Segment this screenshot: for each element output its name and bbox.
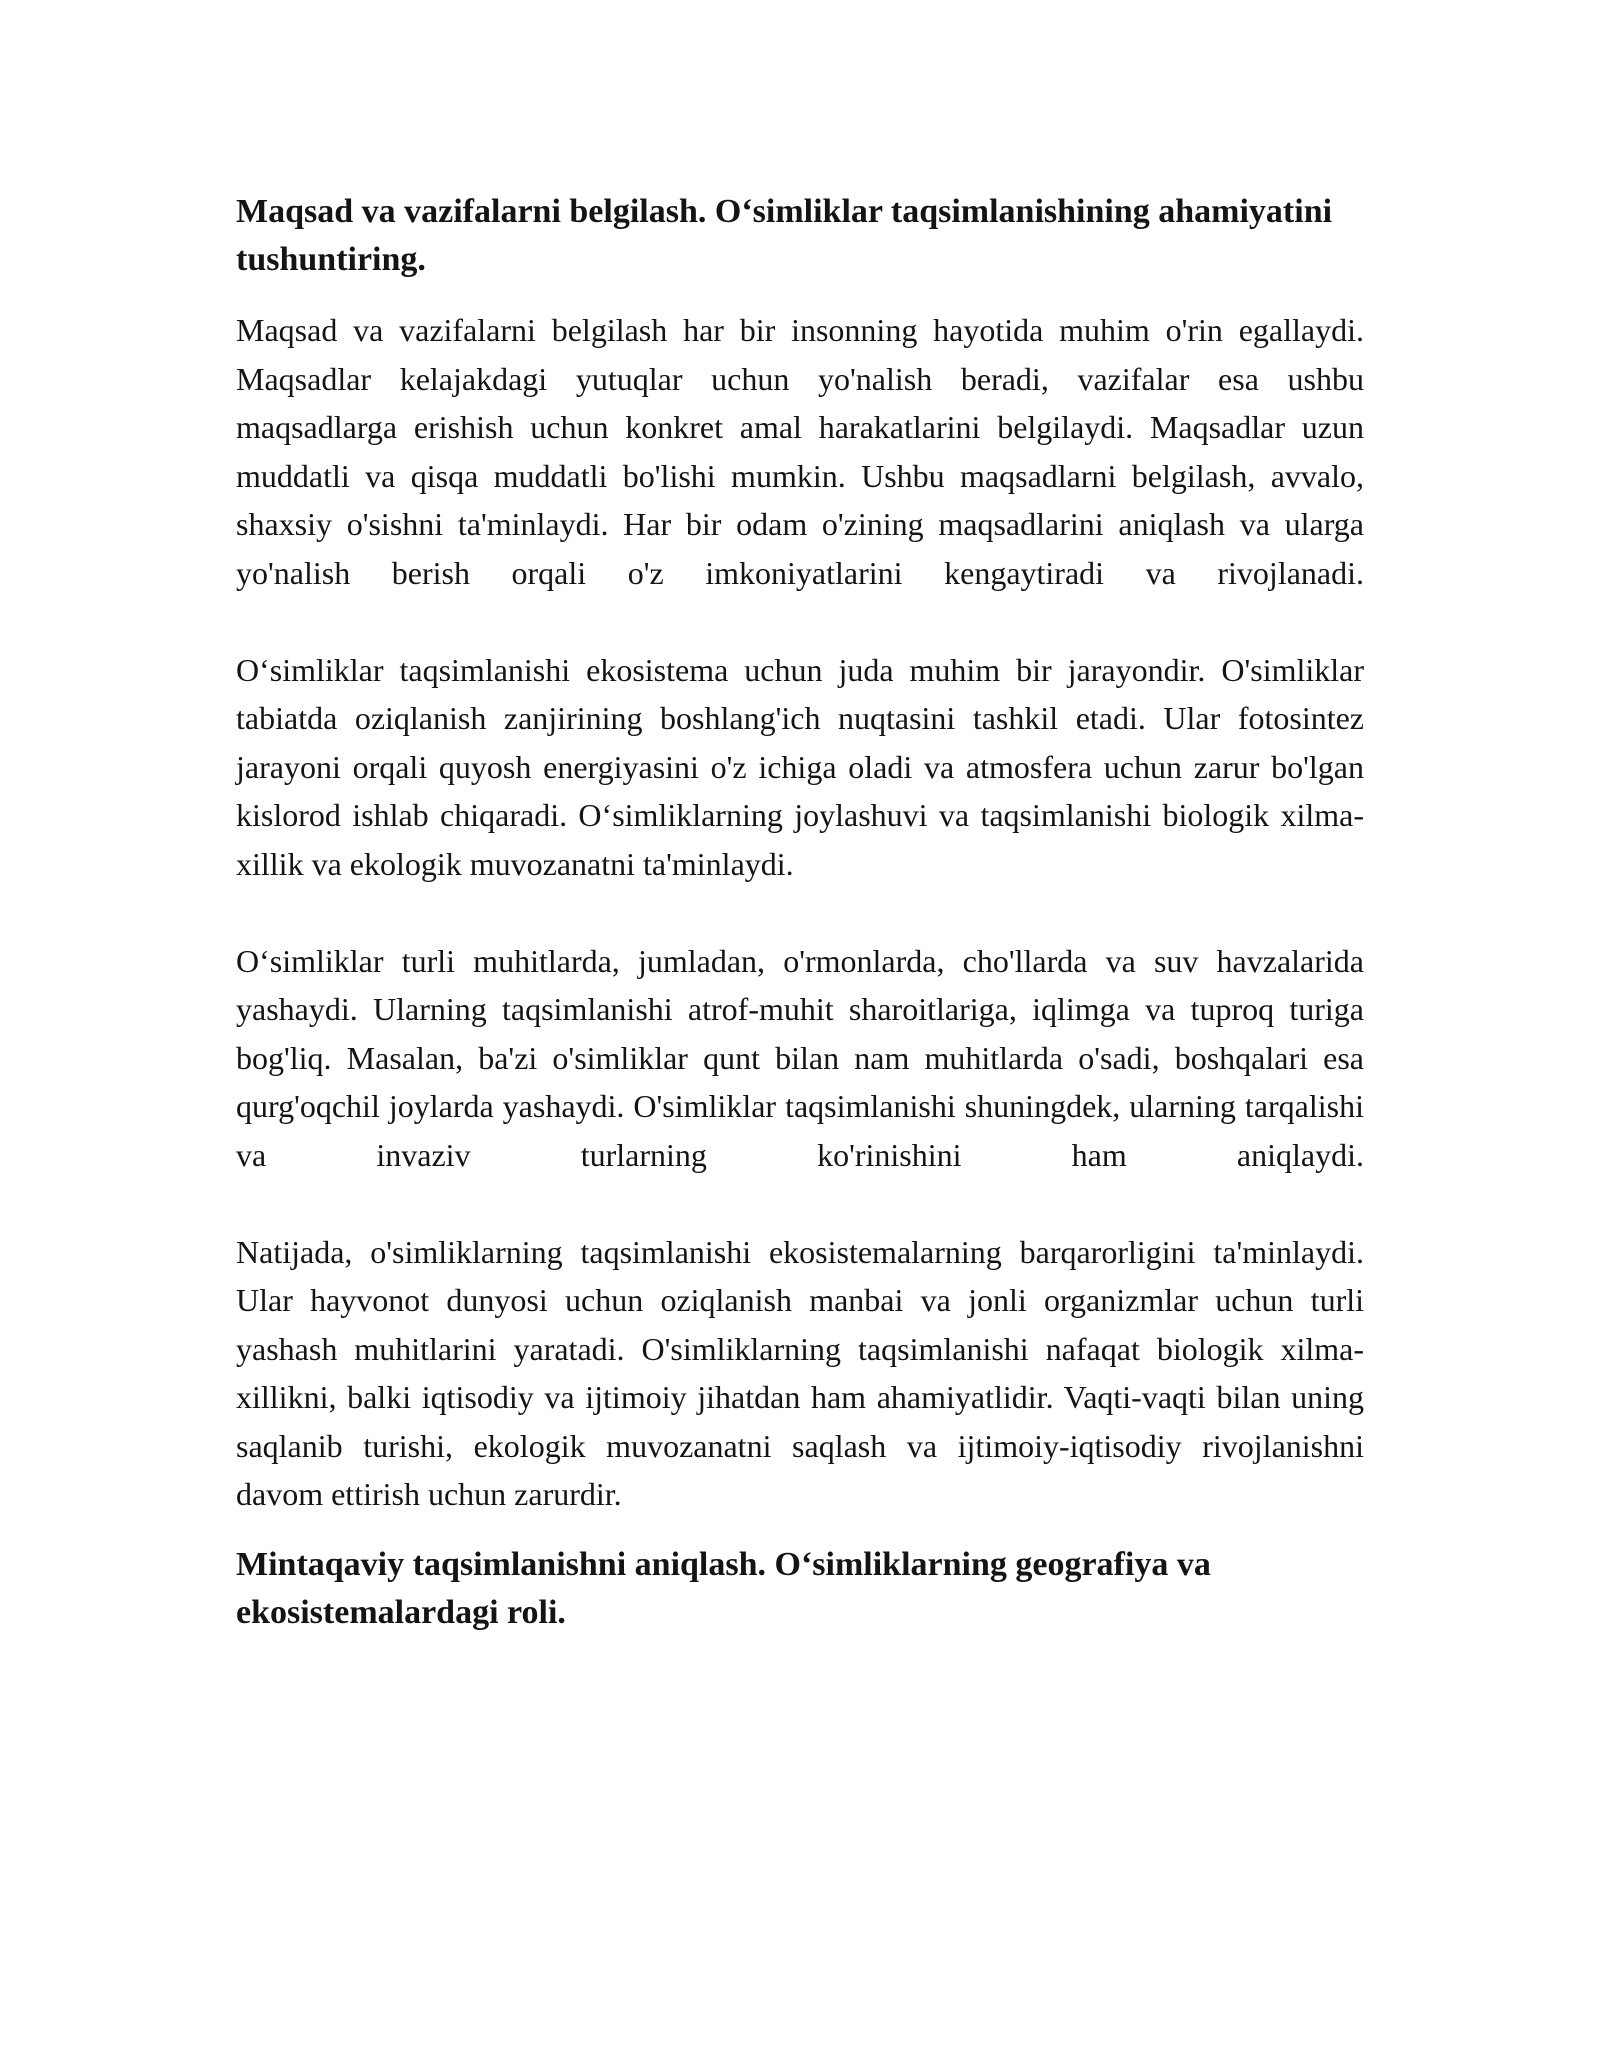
section-heading-goals-and-plant-distribution: Maqsad va vazifalarni belgilash. O‘simliklar taqsimlanishining ahamiyatini tushuntiring. xyxy=(236,193,1333,278)
paragraph-plant-distribution-ecosystem: O‘simliklar taqsimlanishi ekosistema uchun juda muhim bir jarayondir. O'simliklar tabiatda oziqlanish zanjirining boshlang'ich nuqtasini tashkil etadi. Ular fotosintez jarayoni orqali quyosh energiyasini o'z ichiga oladi va atmosfera uchun zarur bo'lgan kislorod ishlab chiqaradi. O‘simliklarning joylashuvi va taqsimlanishi biologik xilma-xillik va ekologik muvozanatni ta'minlaydi. xyxy=(236,651,1364,882)
paragraph-plant-habitats: O‘simliklar turli muhitlarda, jumladan, o'rmonlarda, cho'llarda va suv havzalarida yashaydi. Ularning taqsimlanishi atrof-muhit sharoitlariga, iqlimga va tuproq turiga bog'liq. Masalan, ba'zi o'simliklar qunt bilan nam muhitlarda o'sadi, boshqalari esa qurg'oqchil joylarda yashaydi. O'simliklar taqsimlanishi shuningdek, ularning tarqalishi va invaziv turlarning ko'rinishini ham aniqlaydi. xyxy=(236,942,1364,1173)
section-heading-regional-distribution: Mintaqaviy taqsimlanishni aniqlash. O‘simliklarning geografiya va ekosistemalardagi roli. xyxy=(236,1545,1211,1631)
paragraph-goals: Maqsad va vazifalarni belgilash har bir insonning hayotida muhim o'rin egallaydi. Maqsadlar kelajakdagi yutuqlar uchun yo'nalish beradi, vazifalar esa ushbu maqsadlarga erishish uchun konkret amal harakatlarini belgilaydi. Maqsadlar uzun muddatli va qisqa muddatli bo'lishi mumkin. Ushbu maqsadlarni belgilash, avvalo, shaxsiy o'sishni ta'minlaydi. Har bir odam o'zining maqsadlarini aniqlash va ularga yo'nalish berish orqali o'z imkoniyatlarini kengaytiradi va rivojlanadi. xyxy=(236,312,1364,591)
document-page xyxy=(236,188,1364,1637)
paragraph-conclusion: Natijada, o'simliklarning taqsimlanishi ekosistemalarning barqarorligini ta'minlaydi. Ular hayvonot dunyosi uchun oziqlanish manbai va jonli organizmlar uchun turli yashash muhitlarini yaratadi. O'simliklarning taqsimlanishi nafaqat biologik xilma-xillikni, balki iqtisodiy va ijtimoiy jihatdan ham ahamiyatlidir. Vaqti-vaqti bilan uning saqlanib turishi, ekologik muvozanatni saqlash va ijtimoiy-iqtisodiy rivojlanishni davom ettirish uchun zarurdir. xyxy=(236,1233,1364,1512)
